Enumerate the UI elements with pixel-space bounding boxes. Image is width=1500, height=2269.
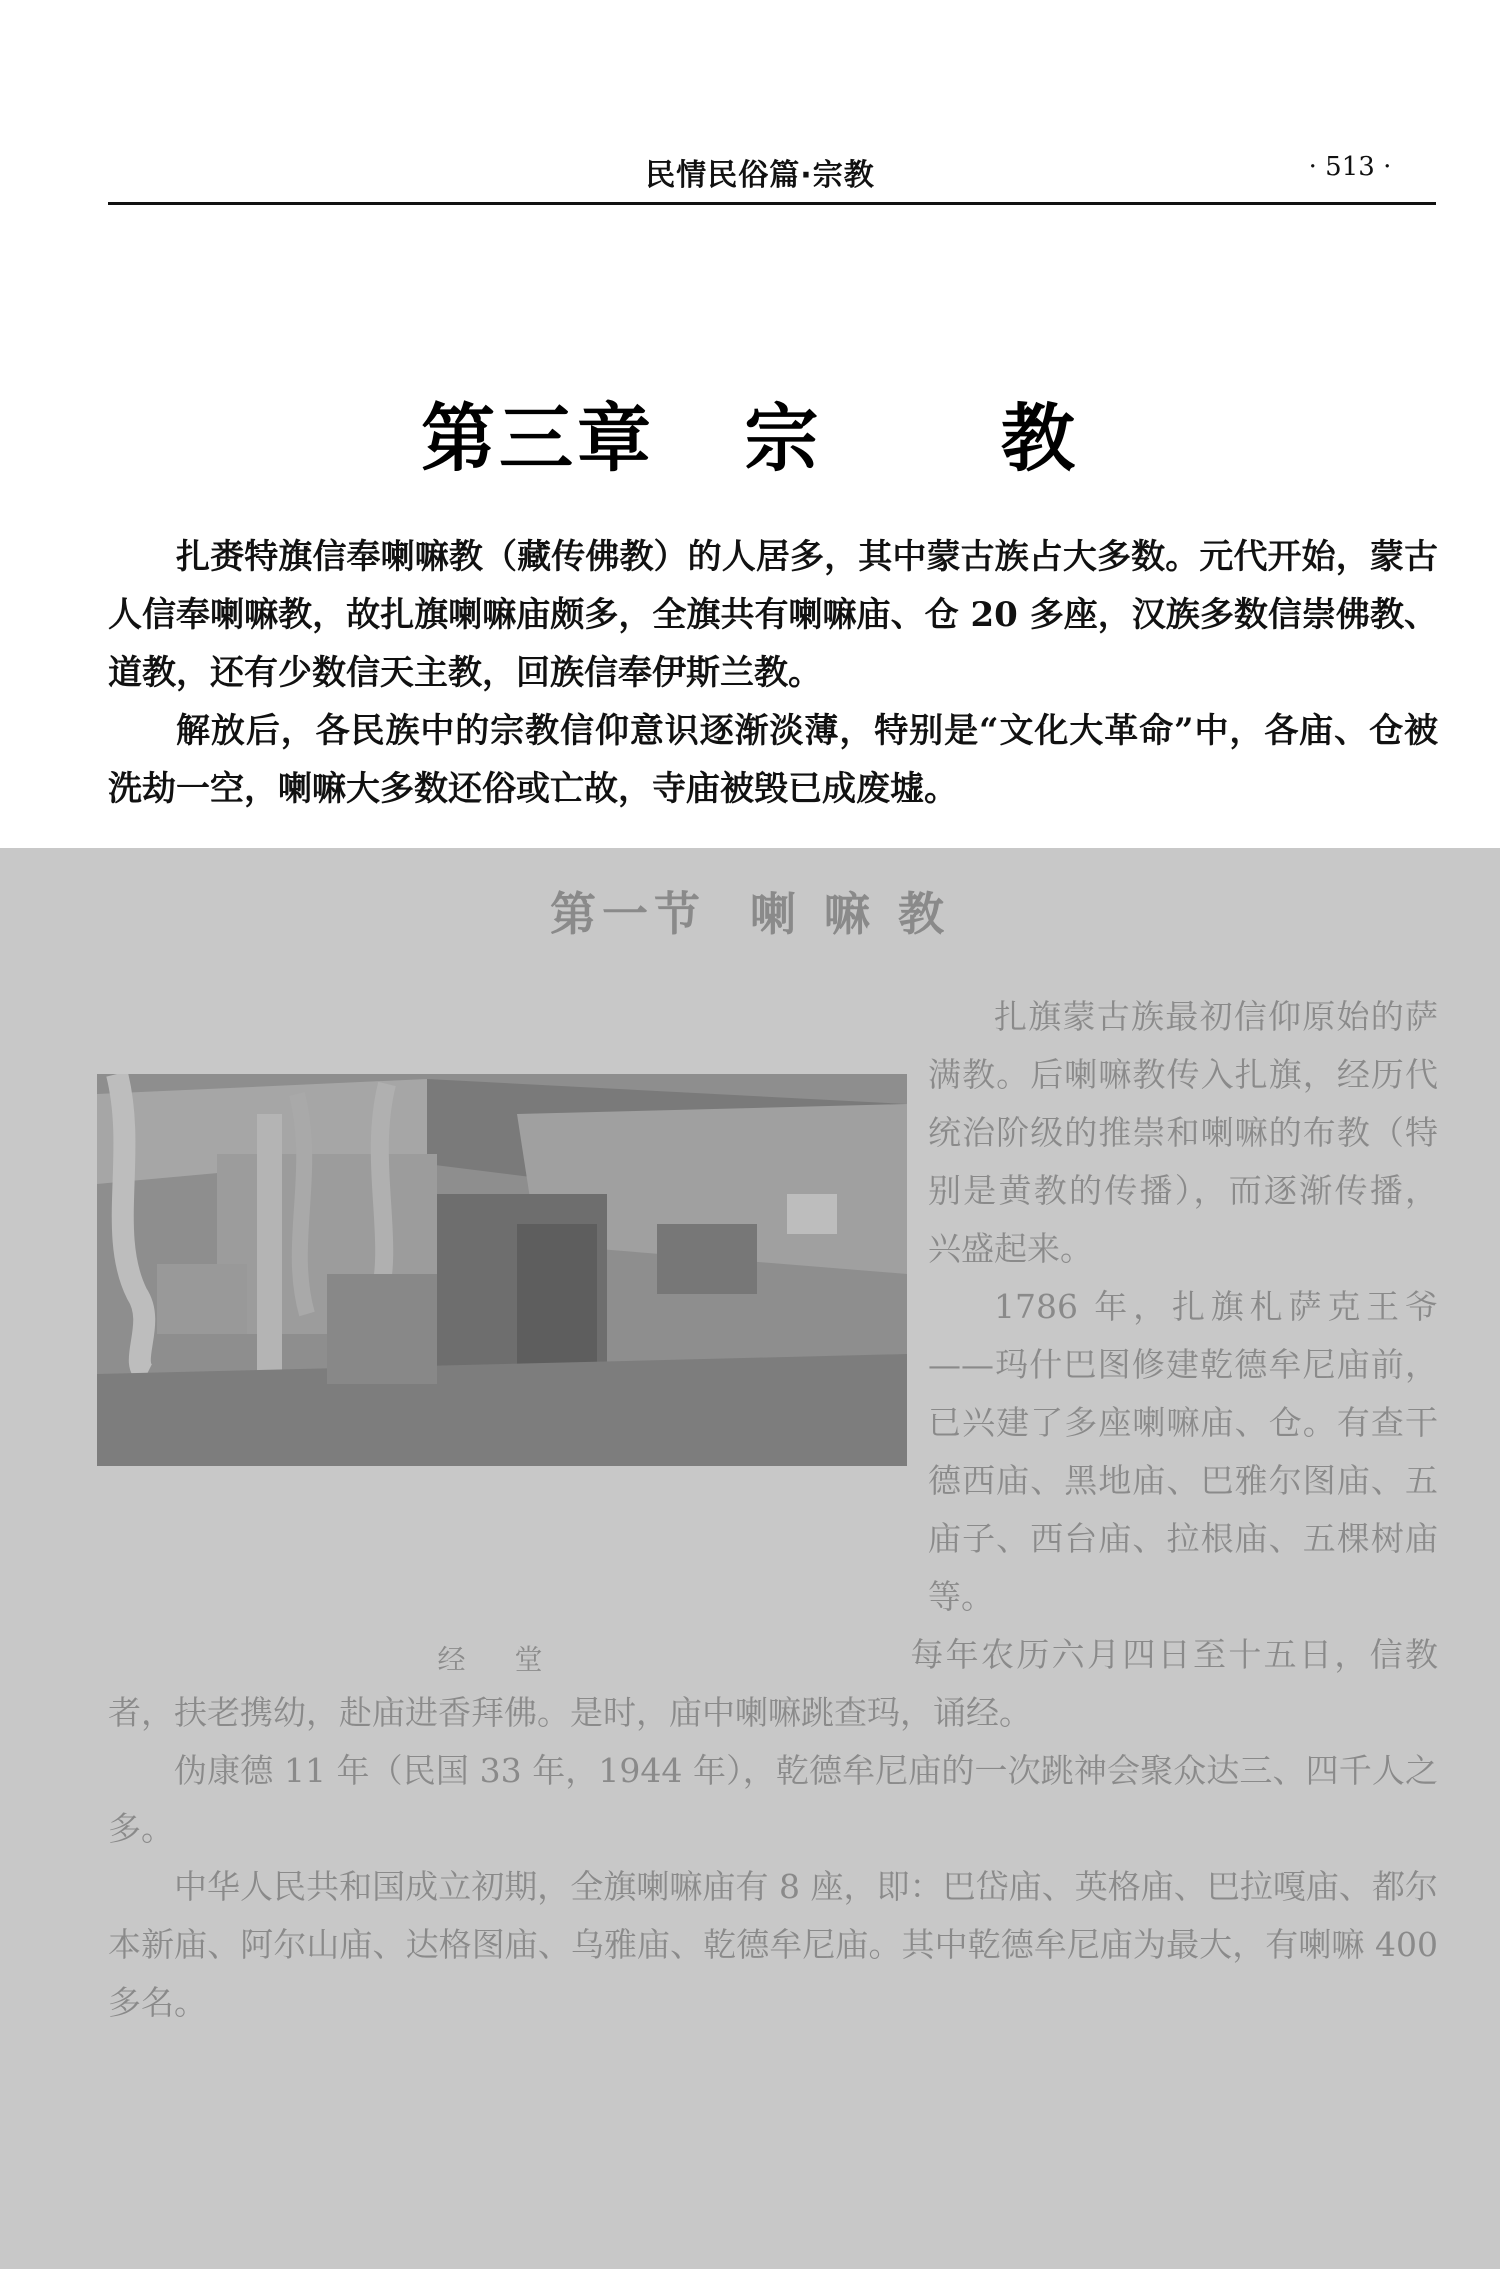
page-number: · 513 · bbox=[1308, 152, 1392, 182]
photo-caption: 经 堂 bbox=[437, 1643, 563, 1676]
intro-paragraph: 解放后，各民族中的宗教信仰意识逐渐淡薄，特别是“文化大革命”中，各庙、仓被洗劫一空，喇嘛大多数还俗或亡故，寺庙被毁已成废墟。 bbox=[108, 711, 1438, 809]
running-header-title: 民情民俗篇·宗教 bbox=[645, 158, 875, 193]
photo-side-text bbox=[928, 988, 1438, 1626]
section-paragraph: 中华人民共和国成立初期，全旗喇嘛庙有 8 座，即：巴岱庙、英格庙、巴拉嘎庙、都尔本新庙、阿尔山庙、达格图庙、乌雅庙、乾德牟尼庙。其中乾德牟尼庙为最大，有喇嘛 400 多名。 bbox=[108, 1867, 1438, 2022]
section-paragraph-wrapped bbox=[108, 1626, 1438, 1742]
section-title: 第一节 喇 嘛 教 bbox=[549, 887, 951, 941]
sutra-hall-photo bbox=[97, 1074, 907, 1466]
header-divider bbox=[108, 202, 1436, 205]
section-paragraph-text: 每年农历六月四日至十五日，信教者，扶老携幼，赴庙进香拜佛。是时，庙中喇嘛跳查玛，诵经。 bbox=[108, 1635, 1438, 1732]
section-paragraph: 扎旗蒙古族最初信仰原始的萨满教。后喇嘛教传入扎旗，经历代统治阶级的推崇和喇嘛的布教（特别是黄教的传播），而逐渐传播，兴盛起来。 bbox=[928, 997, 1438, 1268]
chapter-title: 第三章 宗 教 bbox=[421, 395, 1079, 482]
section-body-text bbox=[108, 1626, 1438, 2032]
section-paragraph: 1786 年，扎旗札萨克王爷——玛什巴图修建乾德牟尼庙前，已兴建了多座喇嘛庙、仓。有查干德西庙、黑地庙、巴雅尔图庙、五庙子、西台庙、拉根庙、五棵树庙等。 bbox=[928, 1287, 1438, 1616]
intro-paragraph: 扎赉特旗信奉喇嘛教（藏传佛教）的人居多，其中蒙古族占大多数。元代开始，蒙古人信奉喇嘛教，故扎旗喇嘛庙颇多，全旗共有喇嘛庙、仓 20 多座，汉族多数信崇佛教、道教，还有少数信天主教，回族信奉伊斯兰教。 bbox=[108, 537, 1438, 693]
lama-section bbox=[0, 848, 1500, 2269]
section-paragraph: 伪康德 11 年（民国 33 年，1944 年），乾德牟尼庙的一次跳神会聚众达三、四千人之多。 bbox=[108, 1751, 1438, 1848]
chapter-intro bbox=[108, 528, 1438, 818]
sutra-hall-photo-drawing bbox=[97, 1074, 907, 1466]
